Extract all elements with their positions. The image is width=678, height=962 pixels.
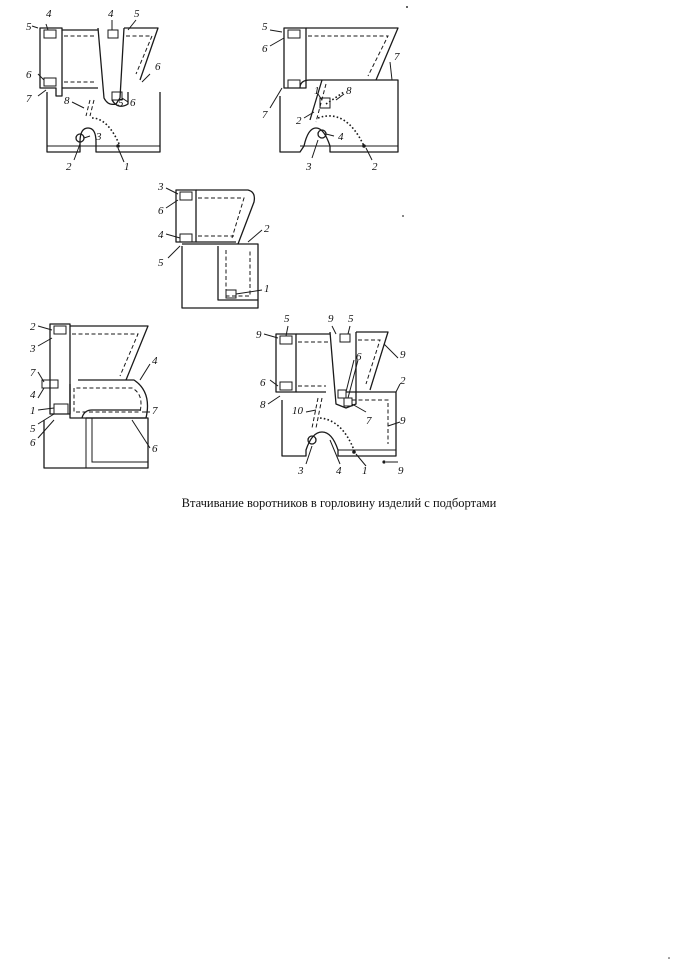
- label: 2: [372, 161, 378, 173]
- label: 9: [400, 349, 406, 361]
- label: 4: [46, 8, 52, 20]
- figure-a-center-collar: [98, 28, 124, 104]
- label: 5: [348, 313, 354, 325]
- label: 9: [400, 415, 406, 427]
- figure-c: [157, 181, 270, 308]
- label: 6: [155, 61, 161, 73]
- label: 5: [134, 8, 140, 20]
- label: 2: [400, 375, 406, 387]
- label: 5: [158, 257, 164, 269]
- label: 6: [26, 69, 32, 81]
- label: 8: [346, 85, 352, 97]
- label: 7: [394, 51, 400, 63]
- figure-c-body: [182, 244, 258, 308]
- label: 7: [262, 109, 268, 121]
- label: 1: [314, 85, 320, 97]
- label: 3: [306, 161, 312, 173]
- label: 7: [152, 405, 158, 417]
- figure-e-body: [282, 392, 396, 456]
- label: 2: [296, 115, 302, 127]
- label: 3: [298, 465, 304, 477]
- label: 4: [158, 229, 164, 241]
- figure-e: [256, 313, 406, 477]
- label: 6: [152, 443, 158, 455]
- label: 4: [152, 355, 158, 367]
- label: 4: [338, 131, 344, 143]
- figure-a: [26, 8, 161, 173]
- label: 4: [336, 465, 342, 477]
- label: 6: [356, 351, 362, 363]
- label: 3: [158, 181, 164, 193]
- scan-speck: [406, 6, 408, 8]
- label: 1: [264, 283, 270, 295]
- label: 7: [30, 367, 36, 379]
- figure-e-seam: [320, 418, 354, 450]
- label: 3: [30, 343, 36, 355]
- label: 8: [64, 95, 70, 107]
- label: 4: [30, 389, 36, 401]
- label: 2: [66, 161, 72, 173]
- label: 6: [260, 377, 266, 389]
- label: 5: [26, 21, 32, 33]
- label: 1: [30, 405, 36, 417]
- label: 1: [362, 465, 368, 477]
- label: 6: [130, 97, 136, 109]
- figure-b-collar-stand: [284, 28, 306, 88]
- scan-speck: [402, 215, 404, 217]
- label: 5: [284, 313, 290, 325]
- label: 3: [96, 131, 102, 143]
- label: 2: [30, 321, 36, 333]
- figure-b: [262, 21, 400, 173]
- label: 9: [256, 329, 262, 341]
- figure-d-body: [44, 418, 148, 468]
- label: 9: [398, 465, 404, 477]
- label: 8: [260, 399, 266, 411]
- scan-speck: [668, 957, 670, 959]
- label: 6: [262, 43, 268, 55]
- label: 9: [328, 313, 334, 325]
- figure-d-collar-stand: [50, 324, 70, 414]
- figure-e-center-collar: [330, 332, 356, 408]
- label: 7: [366, 415, 372, 427]
- label: 10: [292, 405, 303, 417]
- label: 5: [262, 21, 268, 33]
- figure-d: [29, 321, 158, 468]
- label: 1: [124, 161, 130, 173]
- figure-e-left-collar: [276, 334, 296, 392]
- label: 2: [264, 223, 270, 235]
- label: 7: [26, 93, 32, 105]
- figure-caption: Втачивание воротников в горловину изделий с подбортами: [181, 496, 497, 510]
- label: 6: [158, 205, 164, 217]
- label: 4: [108, 8, 114, 20]
- label: 5: [118, 97, 124, 109]
- label: 5: [30, 423, 36, 435]
- label: 6: [30, 437, 36, 449]
